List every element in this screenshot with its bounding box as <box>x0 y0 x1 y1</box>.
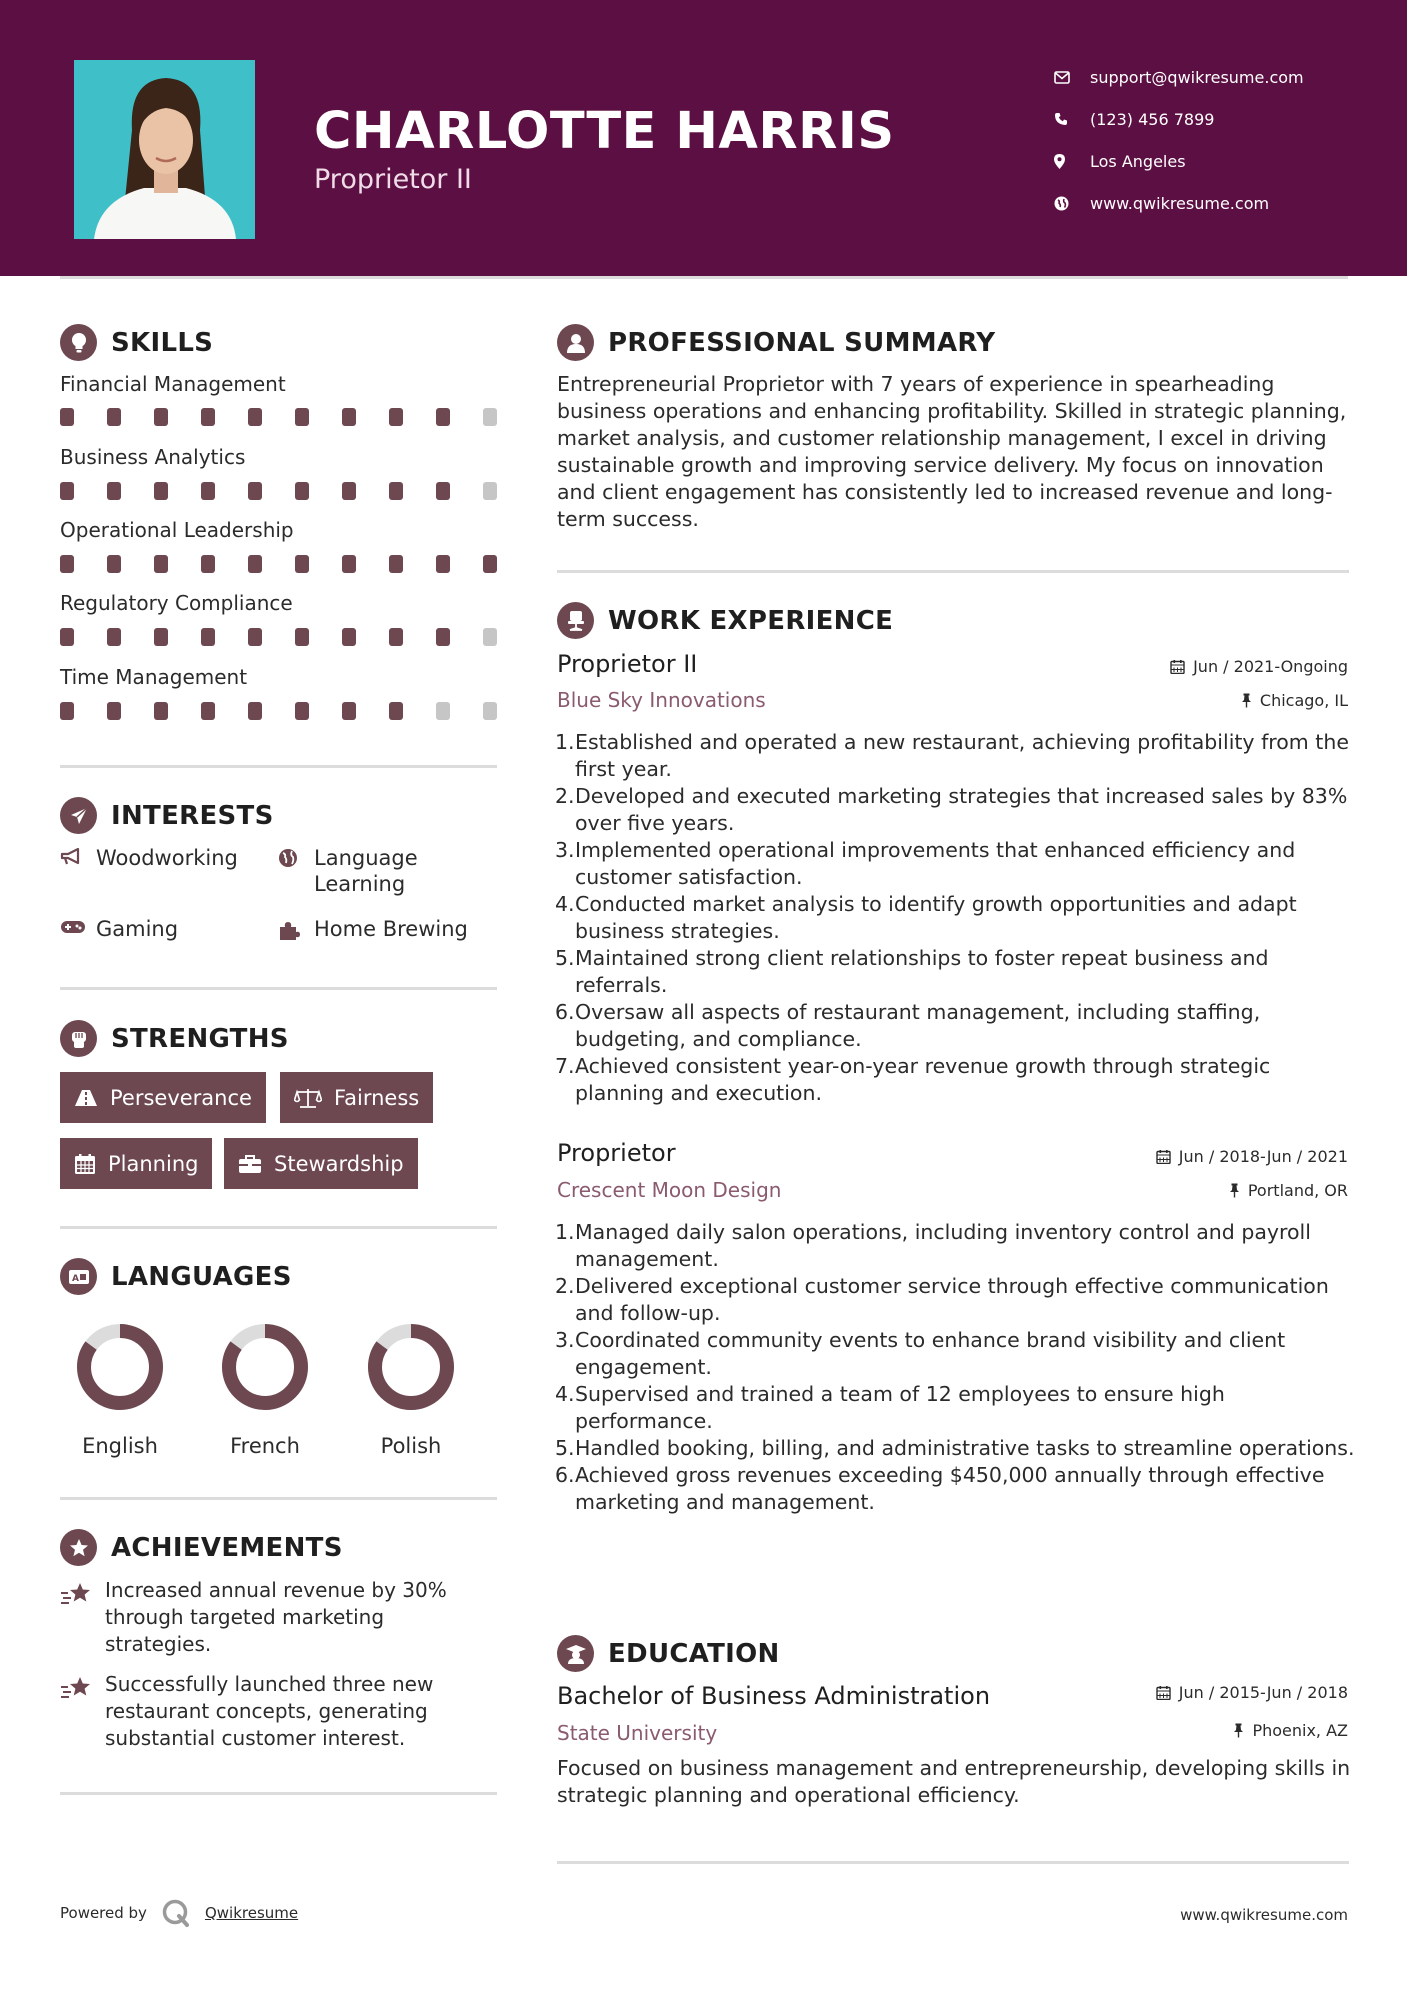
powered-by-label: Powered by <box>60 1904 147 1922</box>
job-bullet: 7. Achieved consistent year-on-year revenue growth through strategic planning and execution. <box>555 1054 1271 1105</box>
puzzle-icon <box>278 916 314 941</box>
interests-title: INTERESTS <box>111 800 274 831</box>
language-level-ring <box>220 1322 310 1412</box>
calendar-icon <box>74 1153 96 1175</box>
skill-name: Regulatory Compliance <box>60 591 293 615</box>
skill-dot <box>248 702 262 720</box>
interest-item <box>60 916 260 942</box>
megaphone-icon <box>60 845 96 866</box>
skills-title: SKILLS <box>111 327 214 358</box>
language-item <box>60 1322 180 1458</box>
skill-dot <box>342 702 356 720</box>
user-icon <box>557 324 594 361</box>
interests-heading <box>60 797 274 834</box>
strengths-heading <box>60 1020 289 1057</box>
contact-location-text: Los Angeles <box>1090 151 1186 171</box>
skill-dot <box>389 482 403 500</box>
skill-dot <box>248 482 262 500</box>
skill-dot <box>342 408 356 426</box>
skill-dot <box>248 408 262 426</box>
languages-heading <box>60 1258 292 1295</box>
strength-tag <box>224 1138 418 1189</box>
skill-dot <box>60 702 74 720</box>
skill-dot <box>60 628 74 646</box>
section-divider <box>557 570 1349 573</box>
job-dates-text: Jun / 2018-Jun / 2021 <box>1178 1147 1348 1166</box>
achievement-text: Successfully launched three new restaurant concepts, generating substantial customer interest. <box>105 1672 434 1750</box>
skill-dot <box>389 628 403 646</box>
skill-dot <box>436 628 450 646</box>
skill-level-dots <box>60 702 530 720</box>
calendar-icon <box>1170 659 1185 674</box>
footer-website[interactable]: www.qwikresume.com <box>1180 1906 1348 1924</box>
language-level-ring <box>366 1322 456 1412</box>
interest-item <box>278 916 478 942</box>
skill-name: Business Analytics <box>60 445 246 469</box>
degree-title: Bachelor of Business Administration <box>557 1682 991 1710</box>
job-bullet: 5. Handled booking, billing, and administrative tasks to streamline operations. <box>555 1436 1355 1460</box>
profile-photo <box>74 60 255 239</box>
achievement-item <box>60 1671 480 1752</box>
interest-label: Language Learning <box>314 846 418 896</box>
skill-name: Time Management <box>60 665 248 689</box>
phone-icon <box>1054 112 1090 126</box>
contact-location <box>1054 140 1304 182</box>
header-divider <box>60 276 1348 279</box>
job-bullet: 5. Maintained strong client relationships to foster repeat business and referrals. <box>555 946 1269 997</box>
raised-fist-icon <box>60 1020 97 1057</box>
language-item <box>205 1322 325 1458</box>
section-divider <box>60 1226 497 1229</box>
education-title: EDUCATION <box>608 1638 780 1669</box>
achievements-title: ACHIEVEMENTS <box>111 1532 343 1563</box>
job-location-text: Portland, OR <box>1247 1181 1348 1200</box>
contact-website[interactable] <box>1054 182 1304 224</box>
job-dates <box>1170 657 1348 676</box>
education-dates <box>1156 1683 1348 1702</box>
language-item <box>351 1322 471 1458</box>
interest-label: Home Brewing <box>314 917 468 941</box>
interest-label: Woodworking <box>96 846 238 870</box>
strength-label: Fairness <box>334 1085 420 1110</box>
language-level-ring <box>75 1322 165 1412</box>
skill-dot <box>60 482 74 500</box>
contact-phone-text: (123) 456 7899 <box>1090 109 1215 129</box>
job-bullet: 4. Supervised and trained a team of 12 employees to ensure high performance. <box>555 1382 1225 1433</box>
contact-website-text: www.qwikresume.com <box>1090 193 1270 213</box>
job-bullet: 1. Managed daily salon operations, including inventory control and payroll management. <box>555 1220 1311 1271</box>
languages-title: LANGUAGES <box>111 1261 292 1292</box>
job-title: Proprietor II <box>557 650 698 678</box>
skill-dot <box>201 555 215 573</box>
skill-dot <box>436 702 450 720</box>
candidate-role: Proprietor II <box>314 164 472 195</box>
contact-list <box>1054 56 1304 224</box>
job-location <box>1229 1181 1348 1200</box>
shooting-star-icon <box>60 1577 105 1658</box>
globe-icon <box>1054 196 1090 211</box>
interest-item <box>278 845 478 897</box>
calendar-icon <box>1156 1685 1171 1700</box>
balance-scale-icon <box>294 1087 322 1109</box>
skill-dot <box>154 628 168 646</box>
strength-label: Stewardship <box>274 1151 404 1176</box>
achievement-item <box>60 1577 480 1658</box>
star-badge-icon <box>60 1529 97 1566</box>
skill-dot <box>295 702 309 720</box>
job-bullets <box>557 1219 1357 1516</box>
svg-text:A: A <box>71 1273 79 1284</box>
skill-dot <box>389 555 403 573</box>
job-bullet: 6. Oversaw all aspects of restaurant management, including staffing, budgeting, and compliance. <box>555 1000 1261 1051</box>
strength-label: Perseverance <box>110 1085 252 1110</box>
skill-dot <box>295 482 309 500</box>
pushpin-icon <box>1233 1723 1244 1738</box>
contact-phone[interactable] <box>1054 98 1304 140</box>
section-divider <box>557 1861 1349 1864</box>
skill-dot <box>60 555 74 573</box>
language-name: Polish <box>380 1434 442 1458</box>
language-name: English <box>82 1434 158 1458</box>
interest-label: Gaming <box>96 917 179 941</box>
pushpin-icon <box>1241 693 1252 708</box>
job-location-text: Chicago, IL <box>1259 691 1348 710</box>
skill-dot <box>201 702 215 720</box>
education-description: Focused on business management and entrepreneurship, developing skills in strategic planning and operational efficiency. <box>557 1756 1351 1807</box>
achievements-heading <box>60 1529 343 1566</box>
skill-dot <box>201 482 215 500</box>
skill-dot <box>154 702 168 720</box>
briefcase-icon <box>238 1154 262 1174</box>
skill-dot <box>248 628 262 646</box>
skill-dot <box>389 702 403 720</box>
powered-by <box>60 1898 298 1928</box>
job-bullet: 3. Coordinated community events to enhance brand visibility and client engagement. <box>555 1328 1286 1379</box>
skill-dot <box>60 408 74 426</box>
summary-title: PROFESSIONAL SUMMARY <box>608 327 996 358</box>
skill-level-dots <box>60 408 530 426</box>
achievement-text: Increased annual revenue by 30% through targeted marketing strategies. <box>105 1578 447 1656</box>
calendar-icon <box>1156 1149 1171 1164</box>
skill-dot <box>201 408 215 426</box>
skill-dot <box>295 555 309 573</box>
skill-dot <box>107 628 121 646</box>
mail-icon <box>1054 71 1090 84</box>
job-dates-text: Jun / 2021-Ongoing <box>1193 657 1348 676</box>
job-bullets <box>557 729 1357 1107</box>
school-name: State University <box>557 1721 718 1745</box>
road-icon <box>74 1089 98 1107</box>
skill-dot <box>295 408 309 426</box>
contact-email[interactable] <box>1054 56 1304 98</box>
skill-dot <box>483 628 497 646</box>
skill-dot <box>483 408 497 426</box>
company-name: Crescent Moon Design <box>557 1178 782 1202</box>
skill-dot <box>436 482 450 500</box>
skill-dot <box>436 555 450 573</box>
section-divider <box>60 1497 497 1500</box>
job-bullet: 2. Delivered exceptional customer service through effective communication and follow-up. <box>555 1274 1329 1325</box>
job-bullet: 6. Achieved gross revenues exceeding $450,000 annually through effective marketing and management. <box>555 1463 1325 1514</box>
section-divider <box>60 1792 497 1795</box>
skill-level-dots <box>60 555 530 573</box>
skill-dot <box>107 408 121 426</box>
shooting-star-icon <box>60 1671 105 1752</box>
skill-dot <box>436 408 450 426</box>
skill-dot <box>342 482 356 500</box>
contact-email-text: support@qwikresume.com <box>1090 67 1304 87</box>
office-chair-icon <box>557 602 594 639</box>
resume-header <box>0 0 1407 276</box>
job-location <box>1241 691 1348 710</box>
job-bullet: 3. Implemented operational improvements that enhanced efficiency and customer satisfaction. <box>555 838 1296 889</box>
skill-dot <box>107 555 121 573</box>
pushpin-icon <box>1229 1183 1240 1198</box>
strength-tag <box>60 1138 212 1189</box>
skill-dot <box>389 408 403 426</box>
experience-title: WORK EXPERIENCE <box>608 605 894 636</box>
language-name: French <box>230 1434 300 1458</box>
strengths-title: STRENGTHS <box>111 1023 289 1054</box>
strength-tag <box>60 1072 266 1123</box>
globe-icon <box>278 845 314 868</box>
summary-text: Entrepreneurial Proprietor with 7 years of experience in spearheading business operations and enhancing profitability. Skilled in strategic planning, market analysis, and customer relationship management, I excel in driving sustainable growth and improving service delivery. My focus on innovation and client engagement has consistently led to increased revenue and long-term success. <box>557 372 1347 531</box>
skill-dot <box>483 702 497 720</box>
section-divider <box>60 765 497 768</box>
skill-name: Financial Management <box>60 372 286 396</box>
skill-name: Operational Leadership <box>60 518 294 542</box>
summary-heading <box>557 324 995 361</box>
skill-level-dots <box>60 482 530 500</box>
skill-dot <box>154 408 168 426</box>
skill-dot <box>483 555 497 573</box>
skill-dot <box>342 628 356 646</box>
skill-dot <box>107 702 121 720</box>
skill-dot <box>248 555 262 573</box>
interest-item <box>60 845 260 871</box>
gamepad-icon <box>60 916 96 935</box>
experience-heading <box>557 602 893 639</box>
strength-tag <box>280 1072 433 1123</box>
job-title: Proprietor <box>557 1139 676 1167</box>
skill-dot <box>201 628 215 646</box>
education-dates-text: Jun / 2015-Jun / 2018 <box>1178 1683 1348 1702</box>
education-location <box>1233 1721 1348 1740</box>
language-icon <box>60 1258 97 1295</box>
skill-dot <box>483 482 497 500</box>
location-pin-icon <box>1054 154 1090 169</box>
qwikresume-link[interactable]: Qwikresume <box>204 1904 299 1922</box>
job-bullet: 2. Developed and executed marketing strategies that increased sales by 83% over five years. <box>555 784 1348 835</box>
job-bullet: 4. Conducted market analysis to identify growth opportunities and adapt business strategies. <box>555 892 1297 943</box>
skill-dot <box>342 555 356 573</box>
skill-dot <box>154 482 168 500</box>
candidate-name: CHARLOTTE HARRIS <box>314 102 895 161</box>
paper-plane-icon <box>60 797 97 834</box>
company-name: Blue Sky Innovations <box>557 688 766 712</box>
section-divider <box>60 987 497 990</box>
strength-label: Planning <box>108 1151 199 1176</box>
education-heading <box>557 1635 780 1672</box>
job-dates <box>1156 1147 1348 1166</box>
skill-level-dots <box>60 628 530 646</box>
skill-dot <box>107 482 121 500</box>
job-bullet: 1. Established and operated a new restaurant, achieving profitability from the first year. <box>555 730 1349 781</box>
qwikresume-logo-icon <box>161 1898 191 1928</box>
skill-dot <box>295 628 309 646</box>
skills-heading <box>60 324 213 361</box>
lightbulb-icon <box>60 324 97 361</box>
skill-dot <box>154 555 168 573</box>
graduate-icon <box>557 1635 594 1672</box>
education-location-text: Phoenix, AZ <box>1252 1721 1348 1740</box>
